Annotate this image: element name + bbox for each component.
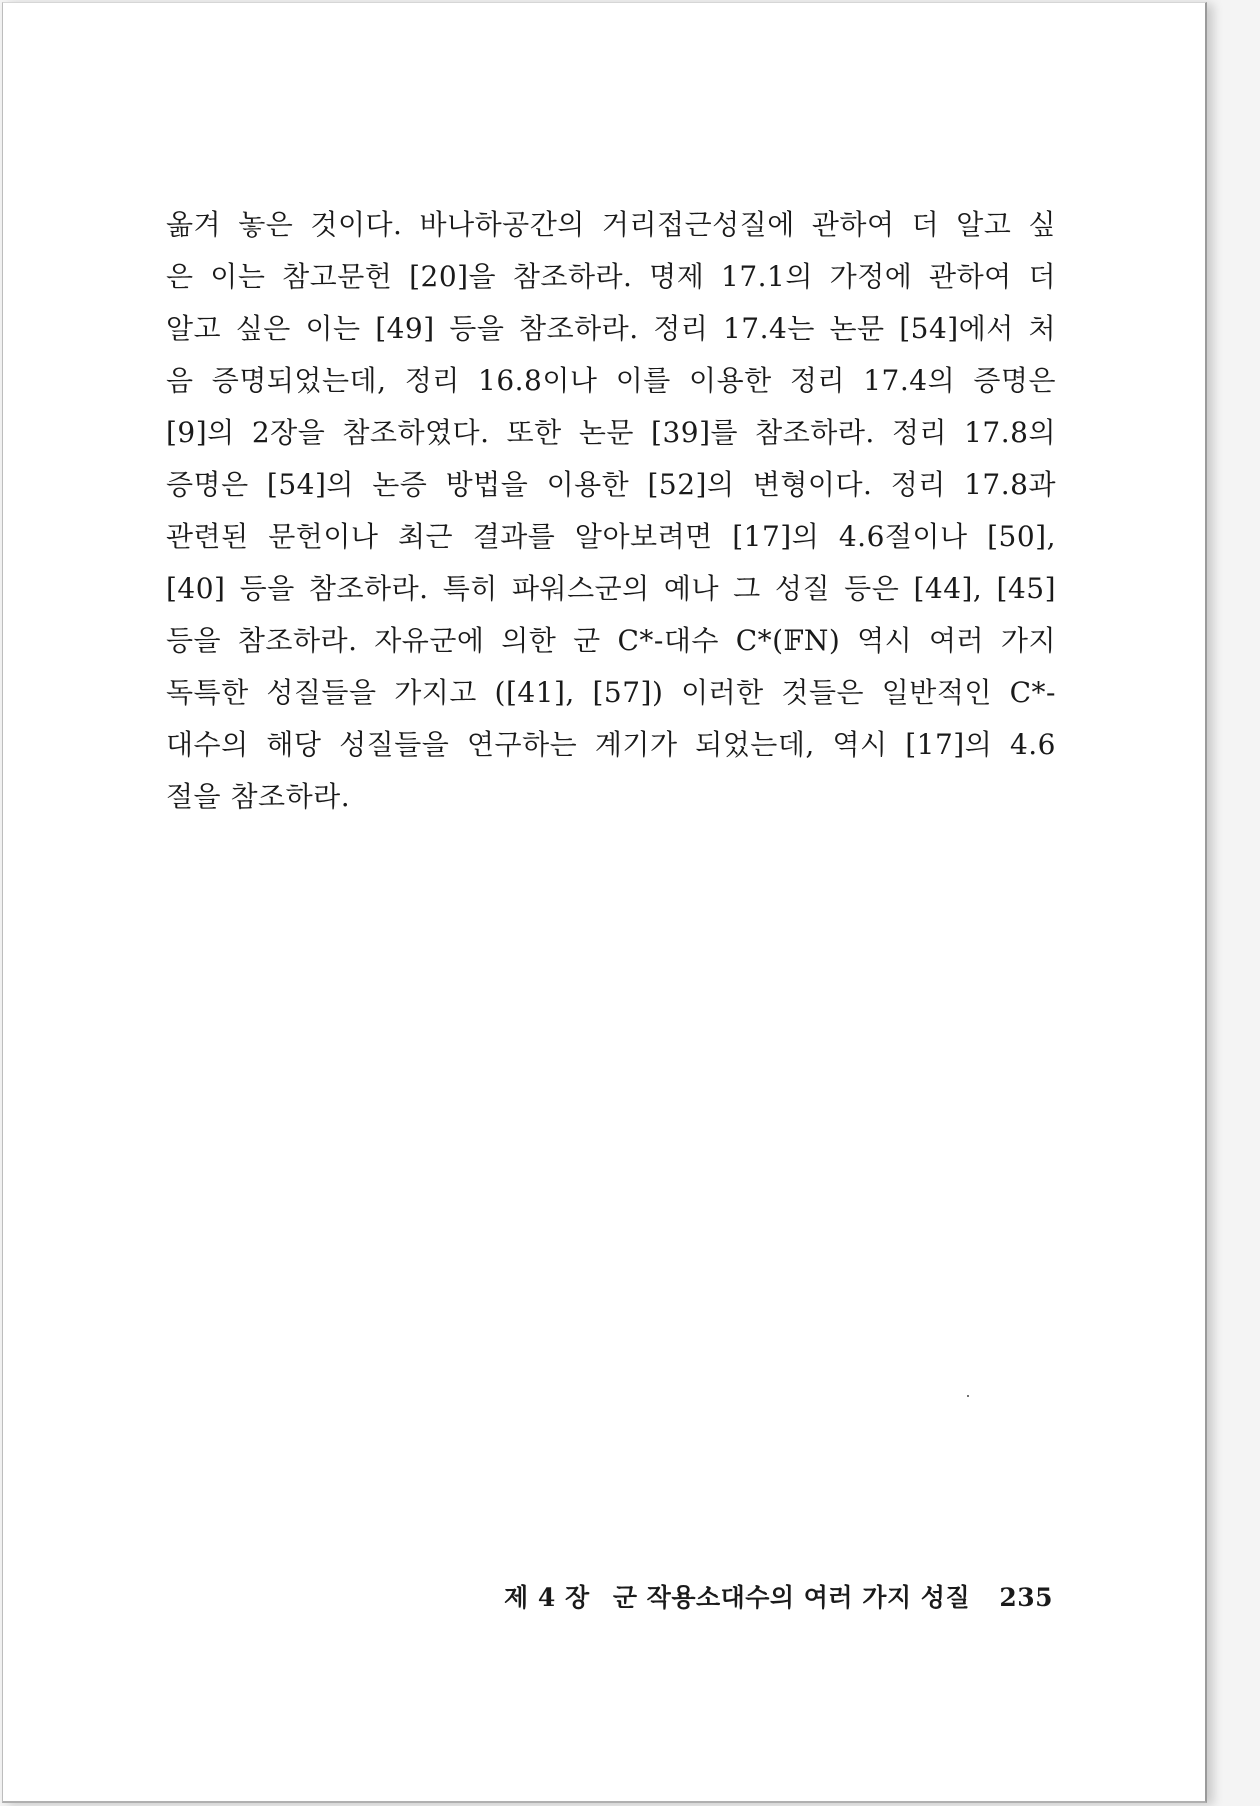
page-number: 235	[999, 1583, 1053, 1612]
text-line: 등을 참조하라. 자유군에 의한 군 C*-대수 C*(𝔽N) 역시 여러 가지	[166, 624, 1056, 657]
footer-section-title: 군 작용소대수의 여러 가지 성질	[612, 1583, 971, 1612]
text-line: 독특한 성질들을 가지고 ([41], [57]) 이러한 것들은 일반적인 C*-	[166, 676, 1056, 709]
text-line: 대수의 해당 성질들을 연구하는 계기가 되었는데, 역시 [17]의 4.6	[166, 728, 1056, 761]
print-speck	[967, 1395, 969, 1397]
text-line: 절을 참조하라.	[166, 780, 351, 813]
text-line: 관련된 문헌이나 최근 결과를 알아보려면 [17]의 4.6절이나 [50],	[166, 520, 1056, 553]
text-line: [9]의 2장을 참조하였다. 또한 논문 [39]를 참조하라. 정리 17.8의	[166, 416, 1056, 449]
text-line: 음 증명되었는데, 정리 16.8이나 이를 이용한 정리 17.4의 증명은	[166, 364, 1056, 397]
body-paragraph	[166, 199, 1056, 823]
running-footer	[3, 1578, 1053, 1614]
text-line: 증명은 [54]의 논증 방법을 이용한 [52]의 변형이다. 정리 17.8과	[166, 468, 1056, 501]
text-line: 은 이는 참고문헌 [20]을 참조하라. 명제 17.1의 가정에 관하여 더	[166, 260, 1056, 293]
footer-chapter: 제 4 장	[504, 1583, 590, 1612]
document-page	[2, 2, 1207, 1803]
text-line: [40] 등을 참조하라. 특히 파워스군의 예나 그 성질 등은 [44], [45]	[166, 572, 1056, 605]
text-line: 옮겨 놓은 것이다. 바나하공간의 거리접근성질에 관하여 더 알고 싶	[166, 208, 1056, 241]
text-line: 알고 싶은 이는 [49] 등을 참조하라. 정리 17.4는 논문 [54]에서 처	[166, 312, 1056, 345]
